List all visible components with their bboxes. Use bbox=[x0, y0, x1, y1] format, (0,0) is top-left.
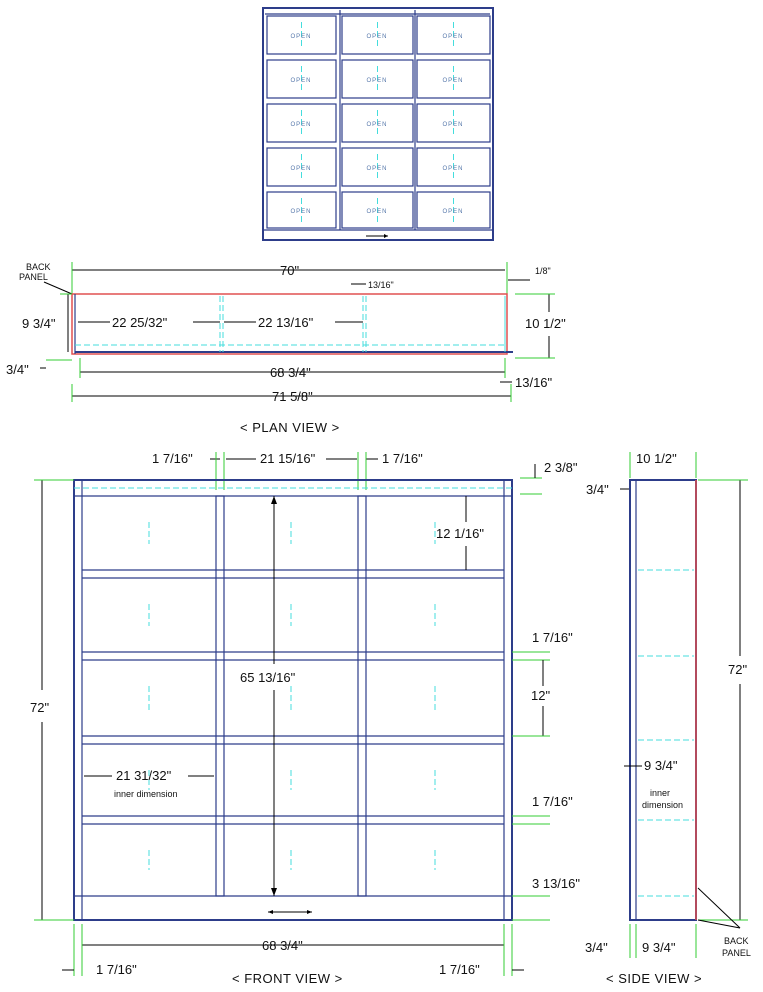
front-bottom-left: 1 7/16" bbox=[96, 962, 137, 977]
open-label: OPEN bbox=[366, 122, 388, 128]
front-view bbox=[30, 451, 580, 986]
open-label: OPEN bbox=[442, 34, 464, 40]
side-back-panel-label-2: PANEL bbox=[722, 948, 751, 958]
plan-overall-width: 70" bbox=[280, 263, 300, 278]
open-label: OPEN bbox=[442, 122, 464, 128]
front-view-title: < FRONT VIEW > bbox=[232, 971, 343, 986]
front-bottom-right: 1 7/16" bbox=[439, 962, 480, 977]
plan-span-2: 22 13/16" bbox=[258, 315, 314, 330]
front-top-center: 21 15/16" bbox=[260, 451, 316, 466]
plan-side-13-16: 13/16" bbox=[515, 375, 553, 390]
plan-back-panel-label-1: BACK bbox=[26, 262, 51, 272]
plan-outer-width: 71 5/8" bbox=[272, 389, 313, 404]
open-label: OPEN bbox=[290, 209, 312, 215]
front-bottom-width: 68 3/4" bbox=[262, 938, 303, 953]
plan-inner-width: 68 3/4" bbox=[270, 365, 311, 380]
front-cubby-12: 12" bbox=[531, 688, 551, 703]
side-depth-top: 10 1/2" bbox=[636, 451, 677, 466]
open-label: OPEN bbox=[366, 209, 388, 215]
side-view bbox=[585, 451, 751, 986]
front-divider-2: 1 7/16" bbox=[532, 794, 573, 809]
plan-inner-13-16: 13/16" bbox=[368, 280, 394, 290]
plan-total-depth: 10 1/2" bbox=[525, 316, 566, 331]
side-height: 72" bbox=[728, 662, 748, 677]
plan-front-3-4: 3/4" bbox=[6, 362, 29, 377]
front-top-right-stile: 1 7/16" bbox=[382, 451, 423, 466]
open-label: OPEN bbox=[366, 166, 388, 172]
side-bottom-3-4: 3/4" bbox=[585, 940, 608, 955]
plan-span-1: 22 25/32" bbox=[112, 315, 168, 330]
plan-gap-1-8: 1/8" bbox=[535, 266, 551, 276]
open-label: OPEN bbox=[290, 78, 312, 84]
side-bottom-9-3-4: 9 3/4" bbox=[642, 940, 676, 955]
plan-back-panel-label-2: PANEL bbox=[19, 272, 48, 282]
open-label: OPEN bbox=[366, 34, 388, 40]
front-top-rail: 2 3/8" bbox=[544, 460, 578, 475]
front-inner-height: 65 13/16" bbox=[240, 670, 296, 685]
side-inner-label-2: dimension bbox=[642, 800, 684, 810]
front-divider-1: 1 7/16" bbox=[532, 630, 573, 645]
side-inner-depth: 9 3/4" bbox=[644, 758, 678, 773]
open-label: OPEN bbox=[290, 166, 312, 172]
side-back-panel-label-1: BACK bbox=[724, 936, 749, 946]
front-base-rail: 3 13/16" bbox=[532, 876, 580, 891]
plan-view-title: < PLAN VIEW > bbox=[240, 420, 340, 435]
side-inner-label-1: inner bbox=[650, 788, 671, 798]
plan-depth: 9 3/4" bbox=[22, 316, 56, 331]
front-elevation-open bbox=[263, 8, 493, 240]
front-overall-height: 72" bbox=[30, 700, 50, 715]
side-front-3-4: 3/4" bbox=[586, 482, 609, 497]
open-label: OPEN bbox=[442, 209, 464, 215]
front-inner-width: 21 31/32" bbox=[116, 768, 172, 783]
front-cubby-height: 12 1/16" bbox=[436, 526, 484, 541]
side-view-title: < SIDE VIEW > bbox=[606, 971, 703, 986]
open-label: OPEN bbox=[290, 34, 312, 40]
front-top-left-stile: 1 7/16" bbox=[152, 451, 193, 466]
front-inner-label: inner dimension bbox=[114, 789, 178, 799]
open-label: OPEN bbox=[366, 78, 388, 84]
plan-view bbox=[6, 262, 566, 435]
open-label: OPEN bbox=[442, 78, 464, 84]
open-label: OPEN bbox=[442, 166, 464, 172]
open-label: OPEN bbox=[290, 122, 312, 128]
